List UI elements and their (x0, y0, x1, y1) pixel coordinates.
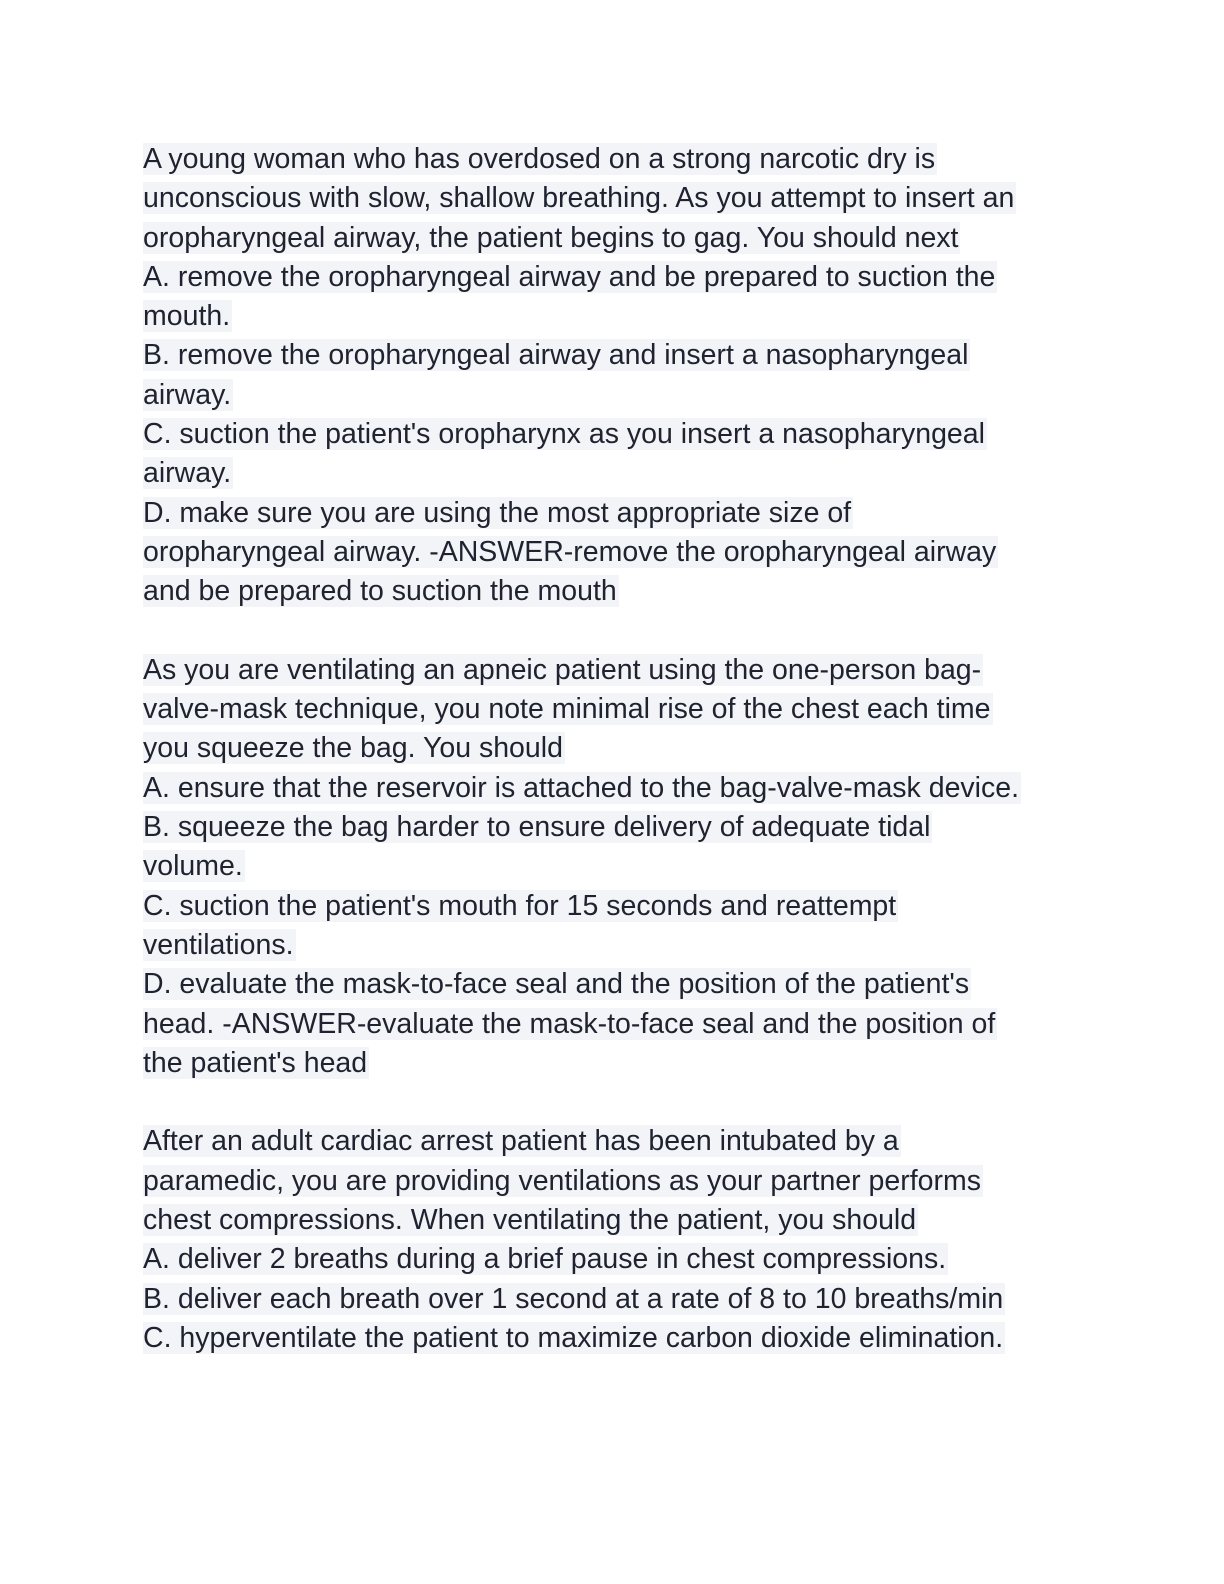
question-block-2 (143, 651, 1083, 1083)
question-block-3 (143, 1122, 1083, 1358)
text-line: airway. (143, 457, 232, 490)
text-line: B. deliver each breath over 1 second at a rate of 8 to 10 breaths/min (143, 1282, 1004, 1315)
text-line: A. ensure that the reservoir is attached to the bag-valve-mask device. (143, 771, 1020, 804)
text-line: D. make sure you are using the most appropriate size of (143, 496, 852, 529)
question-block-1 (143, 140, 1083, 612)
text-line: A. deliver 2 breaths during a brief pause in chest compressions. (143, 1243, 947, 1276)
text-line: C. suction the patient's mouth for 15 seconds and reattempt (143, 889, 897, 922)
text-line: the patient's head (143, 1046, 368, 1079)
text-line: mouth. (143, 300, 231, 333)
paragraph-gap (143, 1083, 1083, 1122)
text-line: oropharyngeal airway. -ANSWER-remove the oropharyngeal airway (143, 535, 997, 568)
text-line: C. suction the patient's oropharynx as you insert a nasopharyngeal (143, 418, 985, 451)
text-line: B. remove the oropharyngeal airway and insert a nasopharyngeal (143, 339, 969, 372)
text-line: As you are ventilating an apneic patient using the one-person bag- (143, 653, 982, 686)
document-body (143, 140, 1083, 1358)
text-line: airway. (143, 378, 232, 411)
text-line: valve-mask technique, you note minimal rise of the chest each time (143, 693, 991, 726)
text-line: oropharyngeal airway, the patient begins to gag. You should next (143, 221, 959, 254)
text-line: ventilations. (143, 928, 294, 961)
text-line: B. squeeze the bag harder to ensure delivery of adequate tidal (143, 811, 931, 844)
text-line: A. remove the oropharyngeal airway and be prepared to suction the (143, 260, 996, 293)
text-line: D. evaluate the mask-to-face seal and the position of the patient's (143, 968, 970, 1001)
text-line: head. -ANSWER-evaluate the mask-to-face seal and the position of (143, 1007, 996, 1040)
text-line: paramedic, you are providing ventilations as your partner performs (143, 1164, 981, 1197)
text-line: you squeeze the bag. You should (143, 732, 563, 765)
text-line: volume. (143, 850, 243, 883)
text-line: and be prepared to suction the mouth (143, 575, 617, 608)
text-line: chest compressions. When ventilating the patient, you should (143, 1204, 917, 1237)
paragraph-gap (143, 612, 1083, 651)
text-line: A young woman who has overdosed on a strong narcotic dry is (143, 143, 936, 175)
text-line: unconscious with slow, shallow breathing. As you attempt to insert an (143, 182, 1015, 215)
text-line: C. hyperventilate the patient to maximize carbon dioxide elimination. (143, 1321, 1004, 1354)
text-line: After an adult cardiac arrest patient has been intubated by a (143, 1125, 899, 1158)
